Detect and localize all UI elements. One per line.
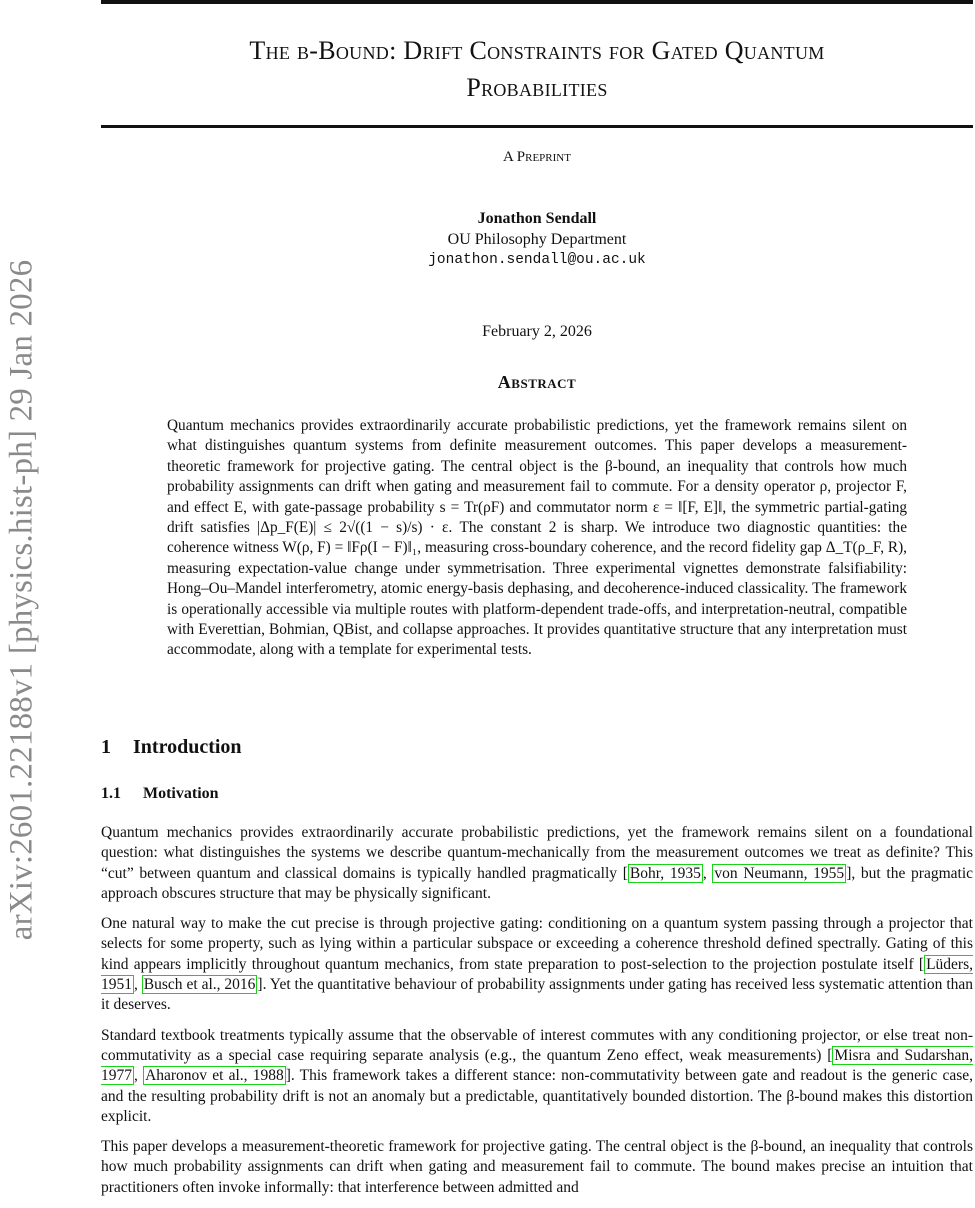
body-text xyxy=(101,823,973,1208)
citation-link[interactable]: Aharonov et al., 1988 xyxy=(145,1067,284,1085)
arxiv-sidebar xyxy=(0,205,44,995)
paragraph-4 xyxy=(101,1137,973,1198)
citation-link[interactable]: von Neumann, 1955 xyxy=(714,864,845,882)
title-line-1: The β-Bound: Drift Constraints for Gated Quantum xyxy=(249,36,825,65)
author-affiliation: OU Philosophy Department xyxy=(447,231,627,248)
citation-link[interactable]: Misra and Sudarshan, 1977 xyxy=(101,1046,973,1085)
paragraph-1: Quantum mechanics provides extraordinarily accurate probabilistic predictions, yet the framework remains silent on a foundational question: what distinguishes the systems we describe quantum-mechanically from the measurement outcomes we treat as definite? This “cut” between quantum and classical domains is typically handled pragmatically [ Bohr, 1935 , von Neumann, 1955 ], but the pragmatic approach obscures structure that may be physically significant. xyxy=(101,824,974,902)
paragraph-text: ]. Yet the quantitative behaviour of probability assignments under gating has received less systematic attention than it deserves. xyxy=(101,976,974,1014)
paragraph-text: One natural way to make the cut precise is through projective gating: conditioning on a quantum system passing through a projector that selects for some property, such as lying within a particular subspace or exceeding a coherence threshold defined spectrally. Gating of this kind appears implicitly throughout quantum mechanics, from state preparation to post-selection to the projection postulate itself [ xyxy=(101,915,973,973)
paragraph-text: This paper develops a measurement-theoretic framework for projective gating. The central object is the β-bound, an inequality that controls how much probability assignments can drift when gating and measurement fail to commute. The bound makes precise an intuition that practitioners often invoke informally: that interference between admitted and xyxy=(101,1138,973,1196)
paragraph-3: Standard textbook treatments typically assume that the observable of interest commutes with any conditioning projector, or else treat non-commutativity as a special case requiring separate analysis (e.g., the quantum Zeno effect, weak measurements) [ Misra and Sudarshan, 1977 , Aharonov et al., 1988 ]. This framework takes a different stance: non-commutativity between gate and readout is the generic case, and the resulting probability drift is not an anomaly but a predictable, quantitatively bounded distortion. The β-bound makes this distortion explicit. xyxy=(101,1026,974,1125)
paragraph-text: Quantum mechanics provides extraordinarily accurate probabilistic predictions, yet the framework remains silent on a foundational question: what distinguishes the systems we describe quantum-mechanically from the measurement outcomes we treat as definite? This “cut” between quantum and classical domains is typically handled pragmatically [ xyxy=(101,824,973,882)
paper-title xyxy=(101,32,973,106)
section-title: Introduction xyxy=(133,736,242,758)
abstract-text: Quantum mechanics provides extraordinarily accurate probabilistic predictions, yet the framework remains silent on what distinguishes quantum systems from definite measurement outcomes. This paper develops a measurement-theoretic framework for projective gating. The central object is the β-bound, an inequality that controls how much probability assignments can drift when gating and measurement fail to commute. For a density operator ρ, projector F, and effect E, with gate-passage probability s = Tr(ρF) and commutator norm ε = ‖[F, E]‖, the symmetric partial-gating drift satisfies |Δp_F(E)| ≤ 2√((1 − s)/s) · ε. The constant 2 is sharp. We introduce two diagnostic quantities: the coherence witness W(ρ, F) = ‖Fρ(I − F)‖₁, measuring cross-boundary coherence, and the record fidelity gap Δ_T(ρ_F, R), measuring expectation-value change under symmetrisation. Three experimental vignettes demonstrate falsifiability: Hong–Ou–Mandel interferometry, atomic energy-basis dephasing, and decoherence-induced classicality. The framework is operationally accessible via multiple routes with platform-dependent trade-offs, and interpretation-neutral, compatible with Everettian, Bohmian, QBist, and collapse approaches. It provides quantitative structure that any interpretation must accommodate, along with a template for experimental tests. xyxy=(167,417,907,659)
paragraph-text: ], but the pragmatic approach obscures structure that may be physically significant. xyxy=(101,864,974,902)
arxiv-identifier: arXiv:2601.22188v1 [physics.hist-ph] 29 Jan 2026 xyxy=(3,259,40,941)
title-line-2: Probabilities xyxy=(466,73,608,102)
paragraph-2: One natural way to make the cut precise is through projective gating: conditioning on a quantum system passing through a projector that selects for some property, such as lying within a particular subspace or exceeding a coherence threshold defined spectrally. Gating of this kind appears implicitly throughout quantum mechanics, from state preparation to post-selection to the projection postulate itself [ Lüders, 1951 , Busch et al., 2016 ]. Yet the quantitative behaviour of probability assignments under gating has received less systematic attention than it deserves. xyxy=(101,915,974,1014)
author-block xyxy=(101,208,973,271)
paragraph-text: ]. This framework takes a different stance: non-commutativity between gate and readout is the generic case, and the resulting probability drift is not an anomaly but a predictable, quantitatively bounded distortion. The β-bound makes this distortion explicit. xyxy=(101,1067,974,1125)
title-rule-top xyxy=(101,0,973,4)
preprint-label: A Preprint xyxy=(503,149,571,165)
subsection-heading-motivation xyxy=(101,785,219,803)
subsection-number: 1.1 xyxy=(101,785,121,802)
citation-link[interactable]: Bohr, 1935 xyxy=(629,864,701,882)
abstract-heading: Abstract xyxy=(497,372,577,392)
subsection-title: Motivation xyxy=(143,785,219,802)
section-number: 1 xyxy=(101,736,111,758)
citation-link[interactable]: Busch et al., 2016 xyxy=(143,976,256,994)
citation-link[interactable]: Lüders, 1951 xyxy=(101,955,973,994)
title-rule-bottom xyxy=(101,125,973,128)
paper-date: February 2, 2026 xyxy=(482,323,592,340)
author-name: Jonathon Sendall xyxy=(477,210,597,227)
author-email[interactable]: jonathon.sendall@ou.ac.uk xyxy=(428,252,646,268)
section-heading-introduction xyxy=(101,736,242,759)
paragraph-text: Standard textbook treatments typically assume that the observable of interest commutes with any conditioning projector, or else treat non-commutativity as a special case requiring separate analysis (e.g., the quantum Zeno effect, weak measurements) [ xyxy=(101,1026,973,1064)
